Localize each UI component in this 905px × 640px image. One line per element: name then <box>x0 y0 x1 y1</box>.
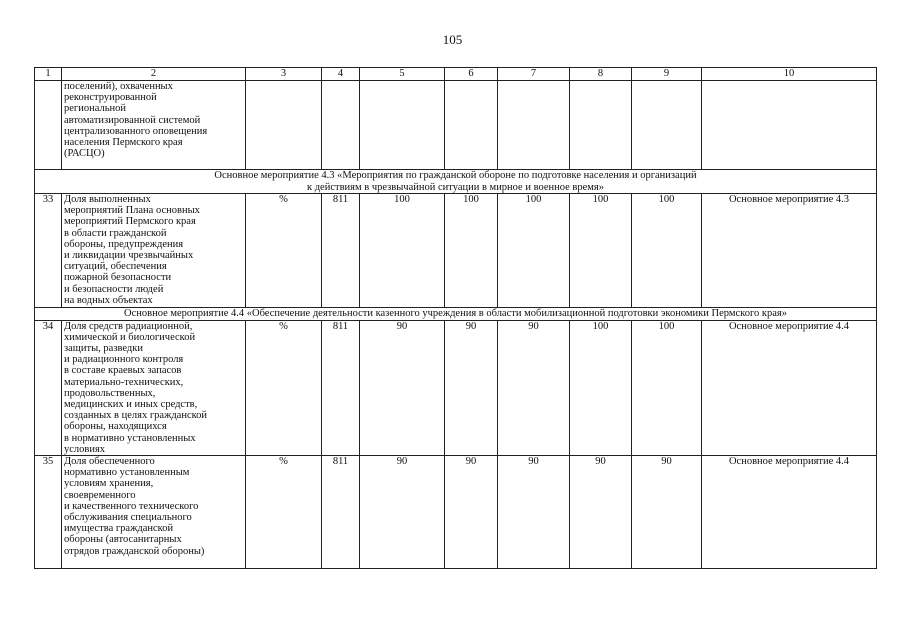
unit-cell: % <box>246 320 322 455</box>
reference-cell: Основное мероприятие 4.4 <box>702 320 877 455</box>
unit-cell: % <box>246 194 322 308</box>
table-row <box>35 455 877 568</box>
column-header: 1 <box>35 68 62 81</box>
value-cell <box>570 81 632 170</box>
column-header: 7 <box>498 68 570 81</box>
code-cell: 811 <box>322 320 360 455</box>
section-title: Основное мероприятие 4.3 «Мероприятия по гражданской обороне по подготовке населения и организаций к действиям в чрезвычайной ситуации в мирное и военное время» <box>35 170 877 194</box>
column-header: 5 <box>360 68 445 81</box>
value-cell <box>498 81 570 170</box>
unit-cell: % <box>246 455 322 568</box>
value-cell: 90 <box>445 455 498 568</box>
code-cell <box>322 81 360 170</box>
table-row-continued <box>35 81 877 170</box>
value-cell: 90 <box>498 320 570 455</box>
reference-cell: Основное мероприятие 4.4 <box>702 455 877 568</box>
value-cell: 100 <box>570 320 632 455</box>
reference-cell <box>702 81 877 170</box>
column-header: 8 <box>570 68 632 81</box>
value-cell: 100 <box>445 194 498 308</box>
table-row <box>35 320 877 455</box>
value-cell: 90 <box>498 455 570 568</box>
section-title: Основное мероприятие 4.4 «Обеспечение деятельности казенного учреждения в области мобилизационной подготовки экономики Пермского края» <box>35 308 877 321</box>
code-cell: 811 <box>322 194 360 308</box>
reference-cell: Основное мероприятие 4.3 <box>702 194 877 308</box>
value-cell: 100 <box>632 194 702 308</box>
indicator-description: поселений), охваченных реконструированной региональной автоматизированной системой централизованного оповещения населения Пермского края (РАСЦО) <box>62 81 246 170</box>
value-cell: 90 <box>445 320 498 455</box>
value-cell: 90 <box>360 455 445 568</box>
value-cell: 100 <box>632 320 702 455</box>
indicator-description: Доля обеспеченного нормативно установленным условиям хранения, своевременного и качественного технического обслуживания специального имущества гражданской обороны (автосанитарных отрядов гражданской обороны) <box>62 455 246 568</box>
code-cell: 811 <box>322 455 360 568</box>
value-cell <box>360 81 445 170</box>
column-header: 2 <box>62 68 246 81</box>
column-header: 3 <box>246 68 322 81</box>
indicator-description: Доля средств радиационной, химической и биологической защиты, разведки и радиационного контроля в составе краевых запасов материально-технических, продовольственных, медицинских и иных средств, созданных в целях гражданской обороны, находящихся в нормативно установленных условиях <box>62 320 246 455</box>
indicators-table <box>34 67 877 569</box>
table-row <box>35 194 877 308</box>
value-cell: 100 <box>570 194 632 308</box>
value-cell: 90 <box>632 455 702 568</box>
section-row-4-3 <box>35 170 877 194</box>
section-row-4-4 <box>35 308 877 321</box>
column-header: 6 <box>445 68 498 81</box>
column-header: 4 <box>322 68 360 81</box>
value-cell <box>445 81 498 170</box>
column-number-row <box>35 68 877 81</box>
row-number: 35 <box>35 455 62 568</box>
row-number-cell <box>35 81 62 170</box>
column-header: 10 <box>702 68 877 81</box>
value-cell: 100 <box>360 194 445 308</box>
value-cell: 90 <box>360 320 445 455</box>
indicator-description: Доля выполненных мероприятий Плана основных мероприятий Пермского края в области гражданской обороны, предупреждения и ликвидации чрезвычайных ситуаций, обеспечения пожарной безопасности и безопасности людей на водных объектах <box>62 194 246 308</box>
value-cell: 90 <box>570 455 632 568</box>
column-header: 9 <box>632 68 702 81</box>
row-number: 34 <box>35 320 62 455</box>
unit-cell <box>246 81 322 170</box>
page-number: 105 <box>442 32 463 47</box>
value-cell <box>632 81 702 170</box>
row-number: 33 <box>35 194 62 308</box>
value-cell: 100 <box>498 194 570 308</box>
